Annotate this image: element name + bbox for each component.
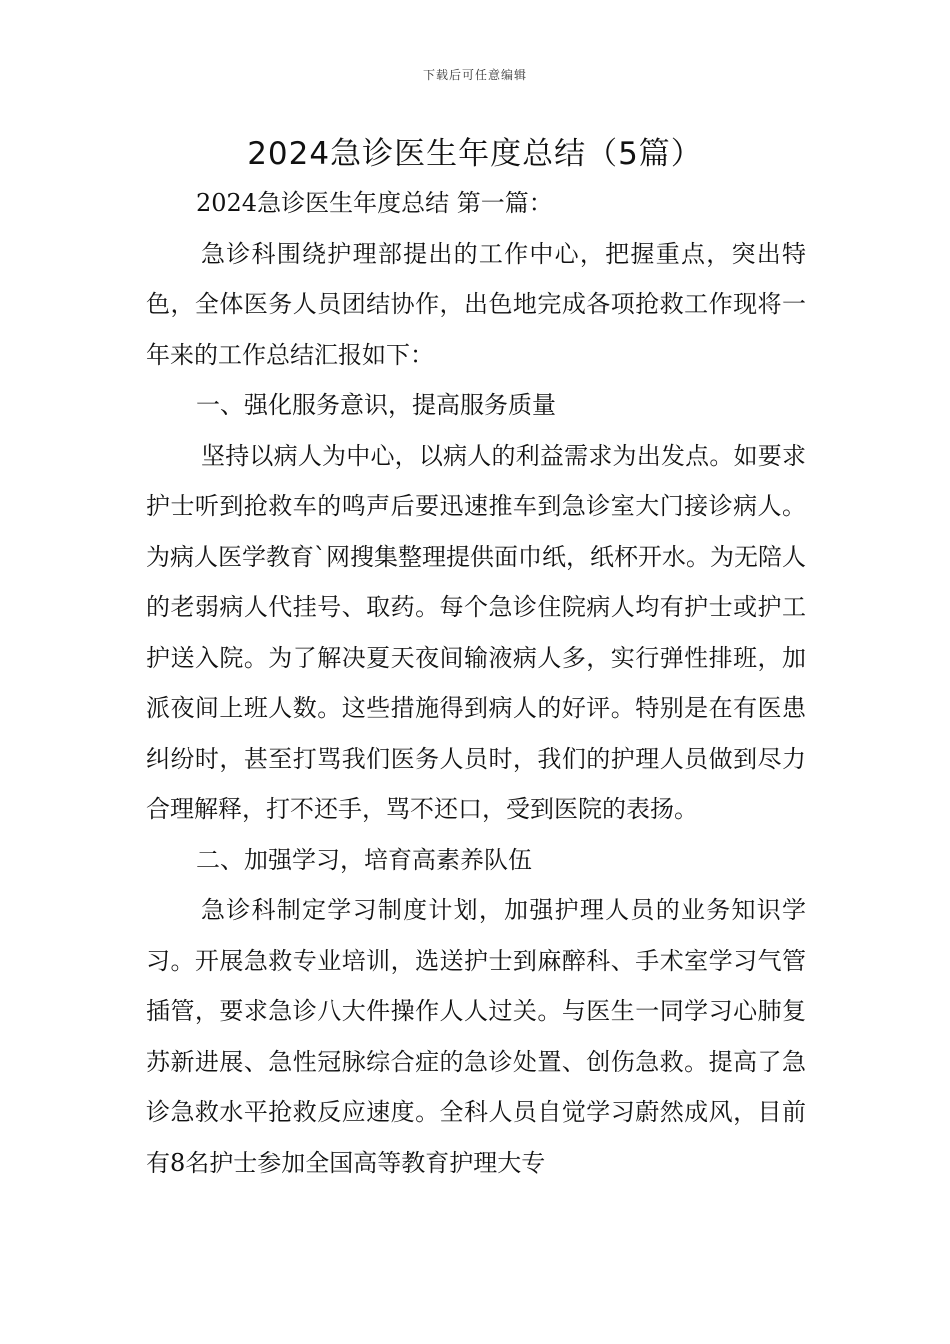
section-subtitle: 2024急诊医生年度总结 第一篇：	[196, 189, 553, 217]
document-title: 2024急诊医生年度总结（5篇）	[247, 136, 703, 172]
section-heading-1: 一、强化服务意识，提高服务质量	[196, 391, 556, 419]
paragraph-intro: 急诊科围绕护理部提出的工作中心，把握重点，突出特色，全体医务人员团结协作，出色地完成各项抢救工作现将一年来的工作总结汇报如下：	[146, 239, 806, 369]
paragraph-service: 坚持以病人为中心，以病人的利益需求为出发点。如要求护士听到抢救车的鸣声后要迅速推车到急诊室大门接诊病人。为病人医学教育`网搜集整理提供面巾纸，纸杯开水。为无陪人的老弱病人代挂号、取药。每个急诊住院病人均有护士或护工护送入院。为了解决夏天夜间输液病人多，实行弹性排班，加派夜间上班人数。这些措施得到病人的好评。特别是在有医患纠纷时，甚至打骂我们医务人员时，我们的护理人员做到尽力合理解释，打不还手，骂不还口，受到医院的表扬。	[146, 441, 806, 823]
paragraph-study: 急诊科制定学习制度计划，加强护理人员的业务知识学习。开展急救专业培训，选送护士到麻醉科、手术室学习气管插管，要求急诊八大件操作人人过关。与医生一同学习心肺复苏新进展、急性冠脉综合症的急诊处置、创伤急救。提高了急诊急救水平抢救反应速度。全科人员自觉学习蔚然成风，目前有8名护士参加全国高等教育护理大专	[146, 896, 806, 1177]
header-note: 下载后可任意编辑	[422, 68, 527, 82]
document-body	[146, 178, 806, 1188]
section-heading-2: 二、加强学习，培育高素养队伍	[196, 845, 532, 874]
